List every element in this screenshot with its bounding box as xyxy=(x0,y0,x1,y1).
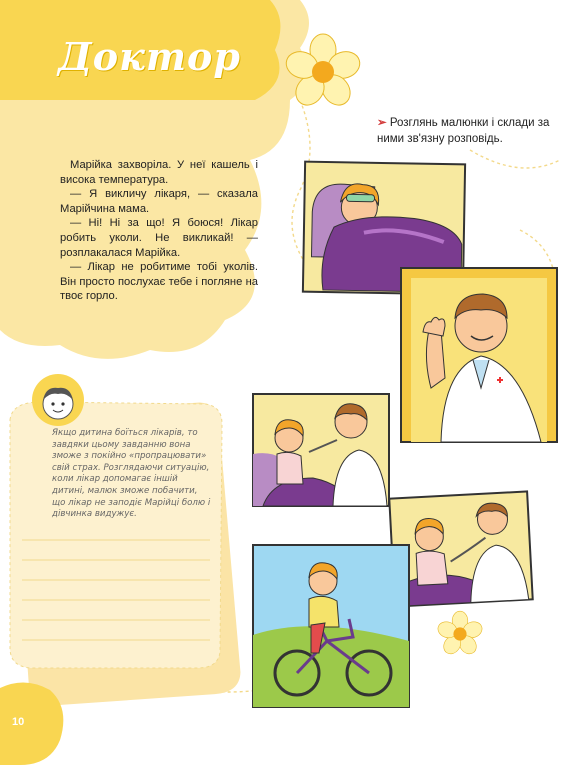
arrow-marker-icon: ➢ xyxy=(377,117,387,129)
parent-note: Якщо дитина боїться лікарів, то завдяки цьому завданню вона зможе з покійно «пропрацювати» свій страх. Розглядаючи ситуацію, коли лікар допомагає іншій дитині, малюк зможе побачити, що лікар не заподіє Марійці болю і дівчинка видужує. xyxy=(52,428,211,520)
story-paragraph: — Ні! Ні за що! Я боюся! Лікар робить уколи. Не викликай! — розплакалася Марійка. xyxy=(60,217,258,259)
child-face-icon xyxy=(32,374,84,426)
page-title: Доктор xyxy=(58,34,241,79)
story-paragraph: Марійка захворіла. У неї кашель і висока температура. xyxy=(60,159,258,186)
story-paragraph: — Я викличу лікаря, — сказала Марійчина мама. xyxy=(60,188,258,215)
story-text xyxy=(60,158,258,304)
instruction xyxy=(377,115,567,147)
story-paragraph: — Лікар не робитиме тобі уколів. Він просто послухає тебе і погляне на твоє горло. xyxy=(60,261,258,303)
page-number: 10 xyxy=(12,716,25,728)
page-number-blob xyxy=(0,682,63,765)
panel-doctor-throat xyxy=(253,394,389,506)
flower-icon xyxy=(436,611,484,657)
panel-doctor-stethoscope xyxy=(389,491,532,606)
panel-girl-bicycle xyxy=(253,545,409,707)
panel-doctor-waving xyxy=(401,268,557,442)
instruction-text: Розглянь малюнки і склади за ними зв'язну розповідь. xyxy=(377,117,550,145)
